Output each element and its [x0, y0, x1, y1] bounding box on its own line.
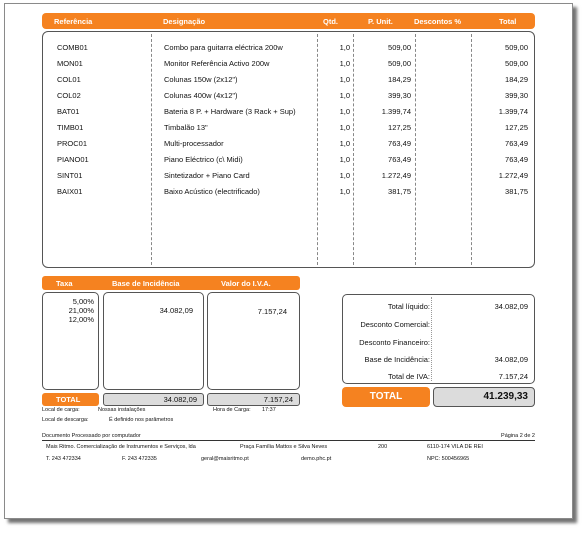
- table-row: [43, 168, 534, 184]
- company-email: geral@maisritmo.pt: [201, 456, 249, 462]
- local-carga-label: Local de carga:: [42, 407, 80, 413]
- row-des: Colunas 150w (2x12"): [164, 75, 238, 84]
- totals-value: 7.157,24: [498, 372, 528, 381]
- company-postal: 6110-174 VILA DE REI: [427, 444, 483, 450]
- header-taxa: Taxa: [56, 279, 73, 288]
- row-des: Multi-processador: [164, 139, 224, 148]
- header-qtd: Qtd.: [323, 17, 338, 26]
- hora-carga-label: Hora de Carga:: [213, 407, 251, 413]
- row-des: Monitor Referência Activo 200w: [164, 59, 270, 68]
- company-street: Praça Família Mattos e Silva Neves: [240, 444, 328, 450]
- row-ref: PROC01: [57, 139, 88, 148]
- items-table: [42, 31, 535, 268]
- items-table-header: [42, 13, 535, 29]
- totals-label: Desconto Financeiro:: [359, 338, 430, 347]
- row-des: Piano Eléctrico (c\ Midi): [164, 155, 243, 164]
- table-row: [43, 72, 534, 88]
- table-row: [43, 56, 534, 72]
- row-des: Timbalão 13": [164, 123, 208, 132]
- footer-divider: [42, 440, 535, 441]
- row-qtd: 1,0: [339, 107, 350, 116]
- row-des: Colunas 400w (4x12"): [164, 91, 238, 100]
- row-qtd: 1,0: [339, 139, 350, 148]
- row-pu: 509,00: [388, 59, 411, 68]
- company-phone: T. 243 472334: [46, 456, 81, 462]
- header-total: Total: [499, 17, 517, 26]
- company-nif: NPC: 500456965: [427, 456, 470, 462]
- table-row: [43, 136, 534, 152]
- table-row: [43, 40, 534, 56]
- row-des: Combo para guitarra eléctrica 200w: [164, 43, 283, 52]
- totals-label: Base de Incidência:: [364, 355, 430, 364]
- table-row: [43, 88, 534, 104]
- totals-line: [343, 315, 534, 332]
- row-pu: 509,00: [388, 43, 411, 52]
- hora-carga-value: 17:37: [262, 407, 276, 413]
- row-qtd: 1,0: [339, 171, 350, 180]
- vat-total-iva: 7.157,24: [207, 393, 300, 406]
- vat-total-base: 34.082,09: [103, 393, 204, 406]
- row-qtd: 1,0: [339, 187, 350, 196]
- row-total: 381,75: [505, 187, 528, 196]
- row-pu: 1.272,49: [381, 171, 411, 180]
- row-des: Baixo Acústico (electrificado): [164, 187, 260, 196]
- row-ref: BAIX01: [57, 187, 83, 196]
- totals-value: 34.082,09: [494, 302, 528, 311]
- row-total: 1.272,49: [498, 171, 528, 180]
- vat-base-box: [103, 292, 204, 390]
- row-total: 399,30: [505, 91, 528, 100]
- company-fax: F. 243 472335: [122, 456, 157, 462]
- row-pu: 399,30: [388, 91, 411, 100]
- local-descarga-value: É definido nos parâmetros: [109, 417, 174, 423]
- vat-rates-box: [42, 292, 99, 390]
- totals-line: [343, 350, 534, 367]
- row-ref: COL02: [57, 91, 81, 100]
- row-qtd: 1,0: [339, 91, 350, 100]
- totals-line: [343, 333, 534, 350]
- totals-value: 34.082,09: [494, 355, 528, 364]
- row-pu: 763,49: [388, 155, 411, 164]
- totals-label: Desconto Comercial:: [360, 320, 430, 329]
- row-ref: COL01: [57, 75, 81, 84]
- header-base: Base de Incidência: [112, 279, 180, 288]
- row-pu: 127,25: [388, 123, 411, 132]
- row-total: 509,00: [505, 43, 528, 52]
- header-desc: Descontos %: [414, 17, 462, 26]
- row-ref: SINT01: [57, 171, 83, 180]
- totals-label: Total de IVA:: [388, 372, 430, 381]
- row-total: 1.399,74: [498, 107, 528, 116]
- header-pu: P. Unit.: [368, 17, 393, 26]
- invoice-page: [4, 3, 573, 519]
- table-row: [43, 184, 534, 200]
- row-ref: BAT01: [57, 107, 80, 116]
- row-total: 509,00: [505, 59, 528, 68]
- row-qtd: 1,0: [339, 155, 350, 164]
- totals-line: [343, 367, 534, 384]
- totals-line: [343, 297, 534, 314]
- vat-rate: 5,00%: [72, 297, 94, 306]
- row-pu: 381,75: [388, 187, 411, 196]
- grand-total-label: TOTAL: [342, 387, 430, 407]
- local-carga-value: Nossas instalações: [98, 407, 146, 413]
- totals-label: Total líquido:: [387, 302, 430, 311]
- row-ref: MON01: [57, 59, 83, 68]
- page-number: Página 2 de 2: [501, 433, 535, 439]
- row-ref: PIANO01: [57, 155, 89, 164]
- company-number: 200: [378, 444, 388, 450]
- table-row: [43, 120, 534, 136]
- vat-base-value: 34.082,09: [159, 306, 193, 315]
- table-row: [43, 104, 534, 120]
- row-total: 184,29: [505, 75, 528, 84]
- header-valor: Valor do I.V.A.: [221, 279, 271, 288]
- header-des: Designação: [163, 17, 206, 26]
- vat-rate: 12,00%: [68, 315, 94, 324]
- row-total: 127,25: [505, 123, 528, 132]
- row-qtd: 1,0: [339, 43, 350, 52]
- row-ref: TIMB01: [57, 123, 84, 132]
- header-ref: Referência: [54, 17, 93, 26]
- processed-note: Documento Processado por computador: [42, 433, 141, 439]
- row-ref: COMB01: [57, 43, 88, 52]
- vat-iva-value: 7.157,24: [257, 307, 287, 316]
- row-total: 763,49: [505, 139, 528, 148]
- row-qtd: 1,0: [339, 59, 350, 68]
- vat-table-header: [42, 276, 300, 290]
- row-des: Sintetizador + Piano Card: [164, 171, 250, 180]
- row-pu: 763,49: [388, 139, 411, 148]
- row-pu: 184,29: [388, 75, 411, 84]
- vat-rate: 21,00%: [68, 306, 94, 315]
- vat-value-box: [207, 292, 300, 390]
- company-web: demo.phc.pt: [301, 456, 332, 462]
- row-qtd: 1,0: [339, 75, 350, 84]
- totals-box: [342, 294, 535, 384]
- company-name: Mais Ritmo. Comercialização de Instrumentos e Serviços, lda: [46, 444, 196, 450]
- row-qtd: 1,0: [339, 123, 350, 132]
- table-row: [43, 152, 534, 168]
- local-descarga-label: Local de descarga:: [42, 417, 89, 423]
- grand-total-value: 41.239,33: [433, 387, 535, 407]
- row-total: 763,49: [505, 155, 528, 164]
- row-pu: 1.399,74: [381, 107, 411, 116]
- row-des: Bateria 8 P. + Hardware (3 Rack + Sup): [164, 107, 296, 116]
- vat-total-label: TOTAL: [42, 393, 99, 406]
